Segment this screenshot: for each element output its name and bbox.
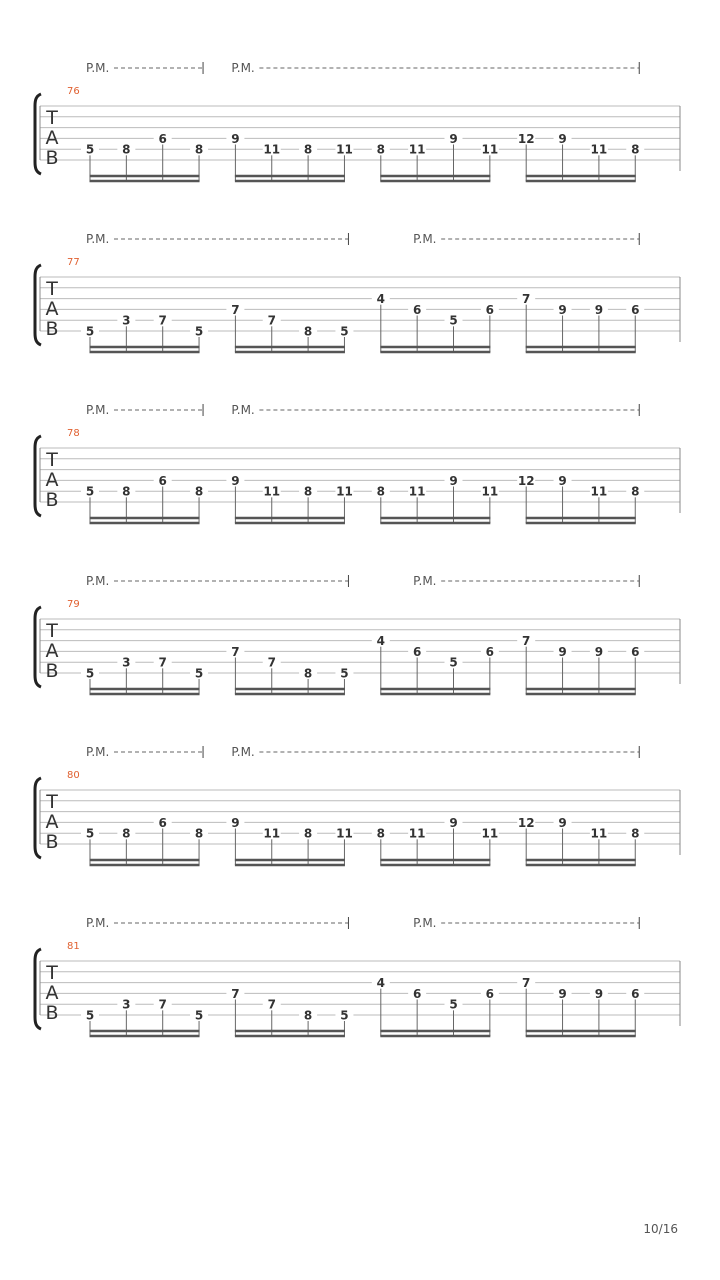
fret-number: 9 — [449, 473, 458, 488]
fret-number: 11 — [590, 142, 608, 157]
fret-number: 5 — [85, 484, 95, 499]
fret-number: 11 — [336, 484, 353, 499]
fret-number: 11 — [263, 484, 281, 499]
fret-number: 9 — [594, 302, 604, 317]
fret-number: 5 — [85, 826, 95, 841]
fret-number: 8 — [631, 142, 640, 157]
fret-number: 6 — [485, 986, 495, 1001]
palm-mute-label: P.M. — [86, 403, 110, 417]
fret-number: 11 — [408, 826, 426, 841]
fret-number: 6 — [631, 986, 640, 1001]
tab-clef-letter: A — [45, 982, 59, 1004]
tab-clef-letter: B — [45, 660, 59, 682]
fret-number: 7 — [158, 655, 167, 670]
fret-number: 6 — [485, 302, 495, 317]
fret-number: 8 — [122, 484, 131, 499]
tab-clef-letter: A — [45, 640, 59, 662]
fret-number: 11 — [408, 142, 426, 157]
fret-number: 11 — [336, 142, 353, 157]
fret-number: 5 — [340, 666, 349, 681]
fret-number: 11 — [481, 484, 499, 499]
fret-number: 3 — [122, 655, 131, 670]
fret-number: 3 — [122, 313, 131, 328]
tab-clef-letter: T — [46, 278, 58, 300]
fret-number: 5 — [340, 1008, 349, 1023]
bar-number: 76 — [67, 86, 80, 97]
palm-mute-label: P.M. — [86, 61, 110, 75]
fret-number: 9 — [558, 302, 567, 317]
fret-number: 8 — [631, 484, 640, 499]
tab-system — [35, 403, 680, 523]
fret-number: 11 — [263, 826, 281, 841]
fret-number: 11 — [263, 142, 281, 157]
palm-mute-label: P.M. — [86, 916, 110, 930]
bar-number: 79 — [67, 599, 80, 610]
fret-number: 7 — [158, 997, 167, 1012]
fret-number: 12 — [517, 815, 535, 830]
fret-number: 11 — [481, 142, 499, 157]
tab-clef-letter: B — [45, 489, 59, 511]
fret-number: 9 — [231, 815, 240, 830]
fret-number: 7 — [522, 976, 531, 991]
palm-mute-label: P.M. — [231, 403, 255, 417]
tab-clef-letter: A — [45, 811, 59, 833]
fret-number: 8 — [122, 826, 131, 841]
fret-number: 8 — [303, 826, 313, 841]
tab-clef-letter: A — [45, 298, 59, 320]
tab-system — [35, 916, 680, 1036]
fret-number: 5 — [449, 655, 458, 670]
fret-number: 6 — [158, 131, 167, 146]
tab-clef-letter: T — [46, 791, 58, 813]
tab-clef-letter: T — [46, 962, 58, 984]
fret-number: 9 — [231, 473, 240, 488]
fret-number: 7 — [267, 655, 276, 670]
fret-number: 4 — [376, 634, 385, 649]
fret-number: 9 — [594, 644, 604, 659]
fret-number: 5 — [85, 142, 95, 157]
fret-number: 9 — [558, 473, 567, 488]
page-number: 10/16 — [643, 1222, 678, 1236]
fret-number: 8 — [303, 484, 313, 499]
fret-number: 9 — [558, 644, 567, 659]
fret-number: 6 — [158, 815, 167, 830]
fret-number: 7 — [267, 313, 276, 328]
fret-number: 9 — [449, 815, 458, 830]
tab-clef-letter: B — [45, 318, 59, 340]
tab-clef-letter: B — [45, 1002, 59, 1024]
fret-number: 7 — [522, 634, 531, 649]
tab-system — [35, 745, 680, 865]
fret-number: 5 — [194, 666, 204, 681]
tab-system — [35, 574, 680, 694]
tab-system — [35, 61, 680, 181]
fret-number: 8 — [376, 484, 385, 499]
fret-number: 9 — [449, 131, 458, 146]
fret-number: 12 — [517, 131, 535, 146]
fret-number: 7 — [231, 302, 240, 317]
fret-number: 8 — [194, 826, 204, 841]
fret-number: 7 — [231, 986, 240, 1001]
fret-number: 5 — [85, 1008, 95, 1023]
bar-number: 78 — [67, 428, 80, 439]
fret-number: 8 — [376, 142, 385, 157]
tab-clef-letter: A — [45, 127, 59, 149]
fret-number: 8 — [303, 142, 313, 157]
fret-number: 4 — [376, 976, 385, 991]
palm-mute-label: P.M. — [413, 916, 437, 930]
fret-number: 11 — [481, 826, 499, 841]
fret-number: 5 — [194, 324, 204, 339]
fret-number: 8 — [631, 826, 640, 841]
fret-number: 9 — [594, 986, 604, 1001]
fret-number: 5 — [449, 997, 458, 1012]
fret-number: 7 — [522, 292, 531, 307]
tab-clef-letter: T — [46, 620, 58, 642]
fret-number: 7 — [158, 313, 167, 328]
fret-number: 7 — [231, 644, 240, 659]
fret-number: 8 — [194, 142, 204, 157]
fret-number: 8 — [303, 324, 313, 339]
fret-number: 9 — [558, 131, 567, 146]
fret-number: 6 — [412, 644, 422, 659]
fret-number: 11 — [590, 826, 608, 841]
fret-number: 6 — [412, 986, 422, 1001]
palm-mute-label: P.M. — [86, 232, 110, 246]
bar-number: 81 — [67, 941, 80, 952]
fret-number: 6 — [631, 302, 640, 317]
fret-number: 8 — [303, 666, 313, 681]
fret-number: 8 — [303, 1008, 313, 1023]
bar-number: 80 — [67, 770, 80, 781]
tab-system — [35, 232, 680, 352]
fret-number: 7 — [267, 997, 276, 1012]
fret-number: 11 — [336, 826, 353, 841]
fret-number: 6 — [485, 644, 495, 659]
fret-number: 5 — [449, 313, 458, 328]
fret-number: 5 — [85, 666, 95, 681]
palm-mute-label: P.M. — [86, 574, 110, 588]
bar-number: 77 — [67, 257, 80, 268]
fret-number: 9 — [231, 131, 240, 146]
fret-number: 11 — [590, 484, 608, 499]
fret-number: 8 — [194, 484, 204, 499]
fret-number: 8 — [122, 142, 131, 157]
fret-number: 6 — [631, 644, 640, 659]
fret-number: 3 — [122, 997, 131, 1012]
fret-number: 5 — [85, 324, 95, 339]
fret-number: 9 — [558, 815, 567, 830]
tab-clef-letter: T — [46, 449, 58, 471]
fret-number: 5 — [340, 324, 349, 339]
tab-clef-letter: T — [46, 107, 58, 129]
fret-number: 5 — [194, 1008, 204, 1023]
tab-clef-letter: A — [45, 469, 59, 491]
fret-number: 11 — [408, 484, 426, 499]
fret-number: 9 — [558, 986, 567, 1001]
palm-mute-label: P.M. — [413, 574, 437, 588]
tab-clef-letter: B — [45, 147, 59, 169]
palm-mute-label: P.M. — [86, 745, 110, 759]
fret-number: 6 — [412, 302, 422, 317]
fret-number: 8 — [376, 826, 385, 841]
palm-mute-label: P.M. — [231, 61, 255, 75]
fret-number: 4 — [376, 292, 385, 307]
palm-mute-label: P.M. — [231, 745, 255, 759]
fret-number: 12 — [517, 473, 535, 488]
tab-clef-letter: B — [45, 831, 59, 853]
palm-mute-label: P.M. — [413, 232, 437, 246]
fret-number: 6 — [158, 473, 167, 488]
